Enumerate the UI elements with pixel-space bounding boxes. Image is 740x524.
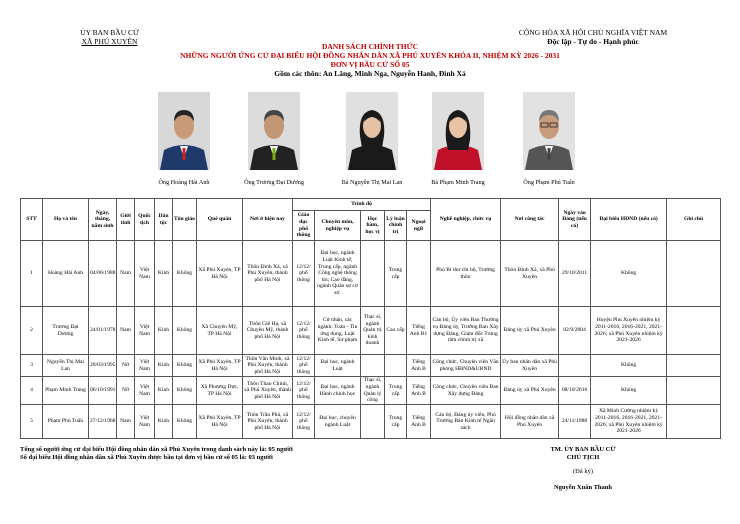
cell-religion: Không <box>173 241 197 307</box>
country-name: CỘNG HÒA XÃ HỘI CHỦ NGHĨA VIỆT NAM <box>518 28 668 37</box>
col-name: Họ và tên <box>43 199 89 241</box>
cell-religion: Không <box>173 405 197 439</box>
cell-gender: Nam <box>117 241 135 307</box>
cell-professional: Đại học, ngành Luật Kinh tế; Trung cấp, ngành Công nghệ thông tin; Cao đẳng, ngành Quân sự cơ sở. <box>315 241 361 307</box>
col-stt: STT <box>21 199 43 241</box>
table-row <box>21 241 721 307</box>
cell-party-date: 08/10/2016 <box>559 377 591 405</box>
cell-political: Trung cấp <box>385 241 407 307</box>
col-workplace: Nơi công tác <box>501 199 559 241</box>
cell-nationality: Việt Nam <box>135 405 155 439</box>
col-party-date: Ngày vào Đảng (nếu có) <box>559 199 591 241</box>
cell-stt: 2 <box>21 307 43 355</box>
cell-note <box>667 405 721 439</box>
cell-hometown: Xã Phú Xuyên, TP Hà Nội <box>197 241 243 307</box>
cell-professional: Đại học, chuyên ngành Luật <box>315 405 361 439</box>
motto: Độc lập - Tự do - Hạnh phúc <box>547 37 639 46</box>
cell-political <box>385 355 407 377</box>
cell-workplace: Hội đồng nhân dân xã Phú Xuyên <box>501 405 559 439</box>
candidate-photo-4 <box>432 92 484 170</box>
cell-dob: 04/06/1988 <box>89 241 117 307</box>
cell-residence: Thôn Trần Phú, xã Phú Xuyên, thành phố Hà Nội <box>243 405 293 439</box>
cell-stt: 3 <box>21 355 43 377</box>
cell-note <box>667 355 721 377</box>
cell-language <box>407 241 431 307</box>
cell-party-date: 29/10/2011 <box>559 241 591 307</box>
summary-block <box>20 446 293 462</box>
cell-general-education: 12/12/ phổ thông <box>293 377 315 405</box>
issuer-line2: XÃ PHÚ XUYÊN <box>81 37 138 46</box>
cell-council-member: Không <box>591 377 667 405</box>
cell-hometown: Xã Phú Xuyên, TP Hà Nội <box>197 405 243 439</box>
cell-name: Trương Đại Dương <box>43 307 89 355</box>
cell-general-education: 12/12/ phổ thông <box>293 241 315 307</box>
cell-residence: Thôn Đình Xá, xã Phú Xuyên, thành phố Hà Nội <box>243 241 293 307</box>
cell-academic: Thạc sĩ, ngành Quản trị kinh doanh <box>361 307 385 355</box>
col-hometown: Quê quán <box>197 199 243 241</box>
cell-language: Tiếng Anh B <box>407 405 431 439</box>
signed-note: (Đã ký) <box>572 468 594 475</box>
cell-gender: Nữ <box>117 355 135 377</box>
col-professional: Chuyên môn, nghiệp vụ <box>315 211 361 241</box>
cell-name: Phạm Phú Tuấn <box>43 405 89 439</box>
cell-name: Phạm Minh Trang <box>43 377 89 405</box>
cell-language: Tiếng Anh B1 <box>407 307 431 355</box>
cell-stt: 5 <box>21 405 43 439</box>
cell-stt: 4 <box>21 377 43 405</box>
candidate-table <box>20 198 721 439</box>
col-residence: Nơi ở hiện nay <box>243 199 293 241</box>
signer-name: Nguyễn Xuân Thanh <box>553 484 613 491</box>
cell-workplace: Thôn Đình Xá, xã Phú Xuyên <box>501 241 559 307</box>
photo-caption-1: Ông Hoàng Hải Anh <box>158 179 210 186</box>
election-unit: ĐƠN VỊ BẦU CỬ SỐ 05 <box>330 60 410 69</box>
photo-caption-4: Bà Phạm Minh Trang <box>431 179 485 186</box>
col-political: Lý luận chính trị <box>385 211 407 241</box>
cell-dob: 27/12/1968 <box>89 405 117 439</box>
cell-dob: 20/03/1995 <box>89 355 117 377</box>
cell-language: Tiếng Anh B <box>407 377 431 405</box>
cell-nationality: Việt Nam <box>135 355 155 377</box>
col-general-education: Giáo dục phổ thông <box>293 211 315 241</box>
cell-academic <box>361 241 385 307</box>
candidate-photo-2 <box>248 92 300 170</box>
photo-caption-5: Ông Phạm Phú Tuấn <box>523 179 575 186</box>
col-ethnic: Dân tộc <box>155 199 173 241</box>
cell-academic <box>361 405 385 439</box>
summary-seats: Số đại biểu Hội đồng nhân dân xã Phú Xuyên được bầu tại đơn vị bầu cử số 05 là: 03 người <box>20 454 273 461</box>
cell-political: Trung cấp <box>385 405 407 439</box>
cell-hometown: Xã Phượng Dực, TP Hà Nội <box>197 377 243 405</box>
table-row <box>21 307 721 355</box>
cell-general-education: 12/12/ phổ thông <box>293 355 315 377</box>
cell-residence: Thôn Văn Minh, xã Phú Xuyên, thành phố Hà Nội <box>243 355 293 377</box>
cell-professional: Đại học, ngành Luật <box>315 355 361 377</box>
cell-language: Tiếng Anh B <box>407 355 431 377</box>
doc-title: DANH SÁCH CHÍNH THỨC <box>321 42 419 51</box>
cell-ethnic: Kinh <box>155 307 173 355</box>
signer-org: TM. ỦY BAN BẦU CỬ <box>550 446 616 453</box>
candidate-photo-1 <box>158 92 210 170</box>
photo-caption-2: Ông Trương Đại Dương <box>244 179 304 186</box>
cell-council-member: Không <box>591 355 667 377</box>
cell-party-date: 24/11/1988 <box>559 405 591 439</box>
cell-political: Cao cấp <box>385 307 407 355</box>
cell-workplace: Đảng ủy xã Phú Xuyên <box>501 307 559 355</box>
table-row <box>21 405 721 439</box>
cell-council-member: Huyện Phú Xuyên nhiệm kỳ 2011-2016, 2016-2021, 2021-2026; xã Phú Xuyên nhiệm kỳ 2021-2026 <box>591 307 667 355</box>
table-row <box>21 377 721 405</box>
cell-council-member: Không <box>591 241 667 307</box>
col-nationality: Quốc tịch <box>135 199 155 241</box>
col-language: Ngoại ngữ <box>407 211 431 241</box>
signer-title: CHỦ TỊCH <box>566 454 600 461</box>
issuer-line1: ỦY BAN BẦU CỬ <box>80 28 139 37</box>
villages-list: Gồm các thôn: An Lãng, Minh Nga, Nguyễn Hanh, Đình Xá <box>274 69 466 78</box>
col-council-member: Đại biểu HĐND (nếu có) <box>591 199 667 241</box>
cell-note <box>667 241 721 307</box>
cell-party-date <box>559 355 591 377</box>
cell-nationality: Việt Nam <box>135 307 155 355</box>
col-note: Ghi chú <box>667 199 721 241</box>
cell-note <box>667 377 721 405</box>
cell-job: Cán bộ, Đảng ủy viên, Phó Trưởng Ban Kinh tế Ngân sách <box>431 405 501 439</box>
cell-professional: Cử nhân, các ngành: Toán - Tin ứng dụng, Luật Kinh tế, Sư phạm <box>315 307 361 355</box>
cell-council-member: Xã Minh Cường nhiệm kỳ 2011-2016, 2016-2021, 2021-2026; xã Phú Xuyên nhiệm kỳ 2021-2026 <box>591 405 667 439</box>
cell-residence: Thôn Giẽ Hạ, xã Chuyên Mỹ, thành phố Hà Nội <box>243 307 293 355</box>
cell-ethnic: Kinh <box>155 405 173 439</box>
cell-gender: Nam <box>117 405 135 439</box>
col-job: Nghề nghiệp, chức vụ <box>431 199 501 241</box>
cell-workplace: Đảng ủy xã Phú Xuyên <box>501 377 559 405</box>
cell-hometown: Xã Phú Xuyên, TP Hà Nội <box>197 355 243 377</box>
col-gender: Giới tính <box>117 199 135 241</box>
cell-job: Cán bộ, Ủy viên Ban Thường vụ Đảng ủy, Trưởng Ban Xây dựng Đảng, Giám đốc Trung tâm chính trị xã <box>431 307 501 355</box>
cell-academic: Thạc sĩ, ngành Quản lý công <box>361 377 385 405</box>
cell-job: Công chức, Chuyên viên Ban Xây dựng Đảng <box>431 377 501 405</box>
col-group-education: Trình độ <box>293 199 431 211</box>
cell-ethnic: Kinh <box>155 355 173 377</box>
cell-nationality: Việt Nam <box>135 377 155 405</box>
summary-total-candidates: Tổng số người ứng cử đại biểu Hội đồng nhân dân xã Phú Xuyên trong danh sách này là: 05 người <box>20 446 293 453</box>
cell-ethnic: Kinh <box>155 241 173 307</box>
cell-workplace: Ủy ban nhân dân xã Phú Xuyên <box>501 355 559 377</box>
candidate-photo-5 <box>523 92 575 170</box>
col-religion: Tôn giáo <box>173 199 197 241</box>
cell-note <box>667 307 721 355</box>
doc-subtitle: NHỮNG NGƯỜI ỨNG CỬ ĐẠI BIỂU HỘI ĐỒNG NHÂN DÂN XÃ PHÚ XUYÊN KHÓA II, NHIỆM KỲ 2026 - 2031 <box>180 51 560 60</box>
cell-academic <box>361 355 385 377</box>
table-row <box>21 355 721 377</box>
cell-name: Hoàng Hải Anh <box>43 241 89 307</box>
cell-dob: 06/10/1991 <box>89 377 117 405</box>
col-dob: Ngày, tháng, năm sinh <box>89 199 117 241</box>
cell-gender: Nam <box>117 307 135 355</box>
cell-stt: 1 <box>21 241 43 307</box>
cell-political: Trung cấp <box>385 377 407 405</box>
cell-name: Nguyễn Thị Mai Lan <box>43 355 89 377</box>
cell-gender: Nữ <box>117 377 135 405</box>
cell-job: Công chức, Chuyên viên Văn phòng HĐND&UBND <box>431 355 501 377</box>
cell-religion: Không <box>173 307 197 355</box>
candidate-photos <box>0 92 740 192</box>
cell-general-education: 12/12/ phổ thông <box>293 405 315 439</box>
cell-professional: Đại học, ngành Hành chính học <box>315 377 361 405</box>
cell-nationality: Việt Nam <box>135 241 155 307</box>
cell-general-education: 12/12/ phổ thông <box>293 307 315 355</box>
photo-caption-3: Bà Nguyễn Thị Mai Lan <box>341 179 403 186</box>
cell-religion: Không <box>173 377 197 405</box>
candidate-photo-3 <box>346 92 398 170</box>
cell-ethnic: Kinh <box>155 377 173 405</box>
signature-block <box>528 446 638 492</box>
cell-job: Phó Bí thư chi bộ, Trưởng thôn <box>431 241 501 307</box>
cell-religion: Không <box>173 355 197 377</box>
document-titles <box>0 42 740 78</box>
col-academic: Học hàm, học vị <box>361 211 385 241</box>
cell-dob: 24/01/1978 <box>89 307 117 355</box>
cell-party-date: 02/9/2004 <box>559 307 591 355</box>
cell-hometown: Xã Chuyên Mỹ, TP Hà Nội <box>197 307 243 355</box>
cell-residence: Thôn Thao Chính, xã Phú Xuyên, thành phố Hà Nội <box>243 377 293 405</box>
